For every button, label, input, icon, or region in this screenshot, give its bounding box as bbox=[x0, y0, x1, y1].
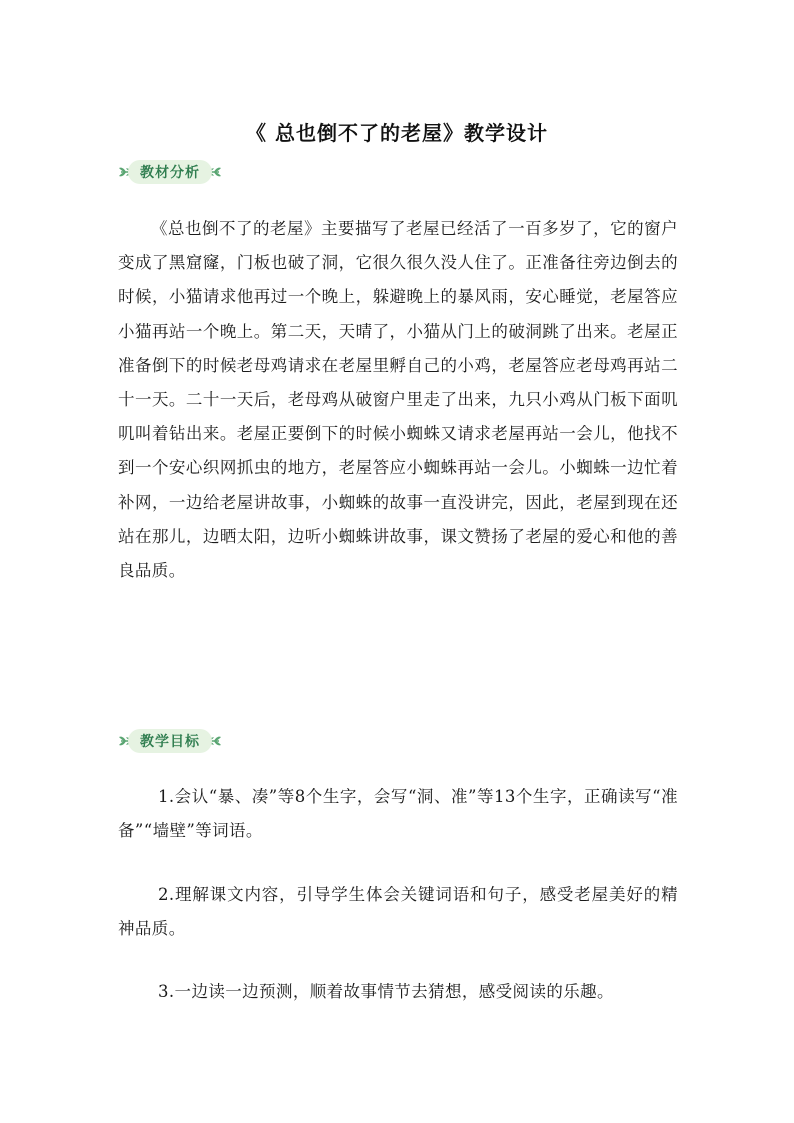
section-heading-pill bbox=[128, 160, 212, 184]
section-heading-badge-goals bbox=[118, 726, 222, 756]
analysis-paragraph: 《总也倒不了的老屋》主要描写了老屋已经活了一百多岁了，它的窗户变成了黑窟窿，门板也破了洞，它很久很久没人住了。正准备往旁边倒去的时候，小猫请求他再过一个晚上，躲避晚上的暴风雨，安心睡觉，老屋答应小猫再站一个晚上。第二天，天晴了，小猫从门上的破洞跳了出来。老屋正准备倒下的时候老母鸡请求在老屋里孵自己的小鸡，老屋答应老母鸡再站二十一天。二十一天后，老母鸡从破窗户里走了出来，九只小鸡从门板下面叽叽叫着钻出来。老屋正要倒下的时候小蜘蛛又请求老屋再站一会儿，他找不到一个安心织网抓虫的地方，老屋答应小蜘蛛再站一会儿。小蜘蛛一边忙着补网，一边给老屋讲故事，小蜘蛛的故事一直没讲完，因此，老屋到现在还站在那儿，边晒太阳，边听小蜘蛛讲故事，课文赞扬了老屋的爱心和他的善良品质。 bbox=[118, 219, 678, 581]
section-heading-text: 教材分析 bbox=[140, 165, 200, 181]
goal-item-1: 1.会认“暴、凑”等8个生字，会写“洞、准”等13个生字，正确读写“准备”“墙壁”等词语。 bbox=[118, 787, 678, 840]
page-title: 《 总也倒不了的老屋》教学设计 bbox=[246, 121, 548, 146]
goal-item-3: 3.一边读一边预测，顺着故事情节去猜想，感受阅读的乐趣。 bbox=[158, 982, 614, 1001]
goal-item-2: 2.理解课文内容，引导学生体会关键词语和句子，感受老屋美好的精神品质。 bbox=[118, 885, 678, 938]
section-heading-pill bbox=[128, 729, 212, 753]
section-heading-badge-analysis bbox=[118, 157, 222, 187]
section-heading-text: 教学目标 bbox=[140, 734, 200, 750]
